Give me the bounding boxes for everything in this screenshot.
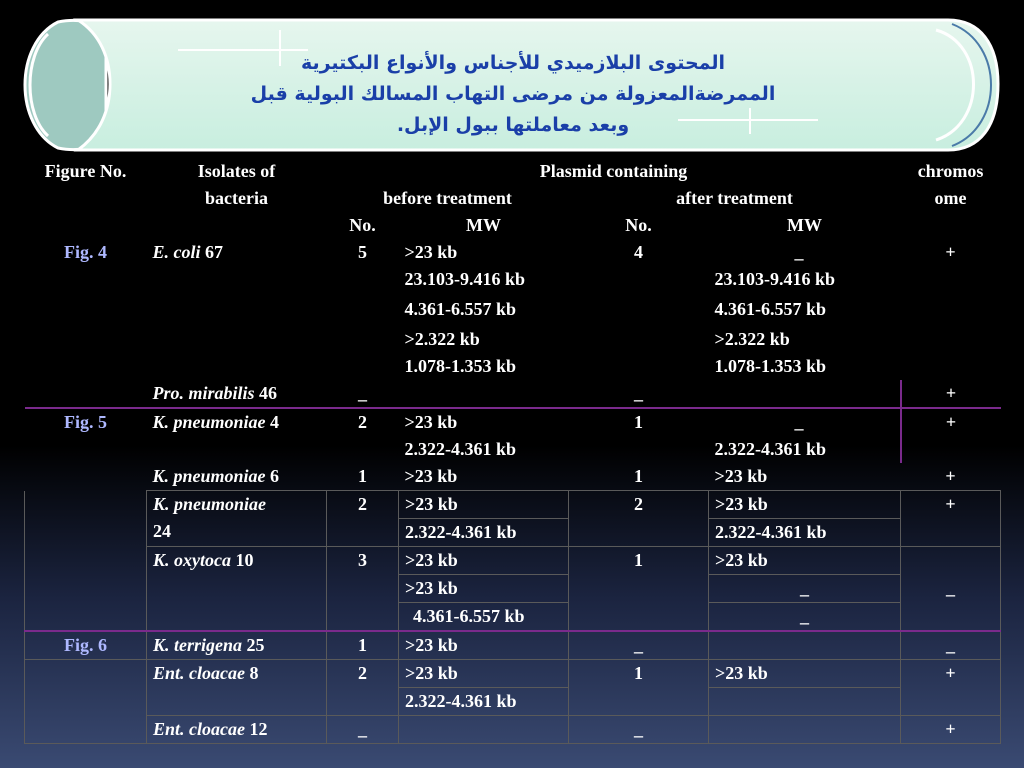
after-mw-cell: _: [709, 575, 901, 603]
after-mw-cell: _ 2.322-4.361 kb: [709, 408, 901, 463]
after-mw-cell: >23 kb: [709, 660, 901, 688]
after-mw-cell: _: [709, 603, 901, 632]
before-no-cell: 2: [327, 491, 399, 547]
before-mw-cell: >23 kb 2.322-4.361 kb: [399, 408, 569, 463]
before-no-cell: 1: [327, 631, 399, 660]
before-mw-cell: >23 kb: [399, 631, 569, 660]
before-mw-cell: 4.361-6.557 kb: [399, 603, 569, 632]
table-row: [25, 380, 1001, 408]
before-no-cell: 2: [327, 660, 399, 716]
after-mw-cell: _ 23.103-9.416 kb 4.361-6.557 kb >2.322 kb 1.078-1.353 kb: [714, 242, 836, 376]
before-mw-cell: >23 kb: [399, 547, 569, 575]
before-no-cell: _: [327, 716, 399, 744]
isolate-cell: K. pneumoniae 4: [147, 408, 327, 463]
after-no-cell: 2: [569, 491, 709, 547]
chromosome-cell: +: [945, 383, 957, 403]
isolate-cell: Ent. cloacae 8: [147, 660, 327, 716]
header-plasmid: Plasmid containing: [539, 161, 688, 181]
isolate-cell: Ent. cloacae 12: [147, 716, 327, 744]
header-chromo-line2: ome: [934, 188, 967, 208]
table-row: [25, 408, 1001, 463]
table-row: [25, 463, 1001, 491]
isolate-cell: Pro. mirabilis 46: [152, 383, 278, 403]
figure-cell: Fig. 4: [64, 242, 107, 262]
after-mw-cell: [709, 380, 901, 408]
after-no-cell: 4: [634, 242, 643, 262]
before-mw-cell: >23 kb 23.103-9.416 kb 4.361-6.557 kb >2.322 kb 1.078-1.353 kb: [404, 242, 526, 376]
before-mw-cell: [399, 716, 569, 744]
isolate-cell: K. oxytoca 10: [147, 547, 327, 632]
before-mw-cell: >23 kb: [399, 491, 569, 519]
before-no-cell: 3: [327, 547, 399, 632]
header-no-after: No.: [625, 215, 652, 235]
table-row: [25, 660, 1001, 688]
after-no-cell: _: [569, 716, 709, 744]
isolate-cell: K. pneumoniae 24: [147, 491, 327, 547]
table-row: [25, 716, 1001, 744]
figure-cell: [25, 380, 147, 408]
isolate-cell: E. coli 67: [152, 242, 223, 262]
figure-cell: [25, 463, 147, 491]
title-banner: [18, 14, 1006, 156]
header-row-1: [25, 158, 1001, 185]
header-isolates: [147, 158, 327, 239]
before-mw-cell: 2.322-4.361 kb: [399, 519, 569, 547]
before-no-cell: 5: [358, 242, 367, 262]
figure-cell: [25, 491, 147, 632]
after-no-cell: _: [634, 383, 643, 403]
title-line-3: وبعد معاملتها ببول الإبل.: [396, 114, 630, 136]
figure-cell: Fig. 5: [25, 408, 147, 463]
chromosome-cell: _: [901, 631, 1001, 660]
after-mw-cell: [709, 716, 901, 744]
header-chromo-line1: chromos: [917, 161, 984, 181]
header-mw-before: MW: [466, 215, 501, 235]
figure-cell: [25, 660, 147, 744]
after-no-cell: 1: [569, 547, 709, 632]
before-mw-cell: >23 kb: [404, 466, 458, 486]
after-mw-cell: 2.322-4.361 kb: [709, 519, 901, 547]
table-row: [25, 631, 1001, 660]
table-row: [25, 491, 1001, 519]
after-mw-cell: [709, 688, 901, 716]
title-line-2: الممرضةالمعزولة من مرضى التهاب المسالك البولية قبل: [250, 83, 776, 105]
after-mw-cell: >23 kb: [714, 466, 768, 486]
after-mw-cell: >23 kb: [709, 491, 901, 519]
before-no-cell: _: [358, 383, 367, 403]
header-before: before treatment: [383, 188, 512, 208]
table-row: [25, 239, 1001, 380]
header-isolates-line1: Isolates of: [197, 161, 276, 181]
header-isolates-line2: bacteria: [205, 188, 268, 208]
chromosome-cell: +: [901, 716, 1001, 744]
isolate-cell: K. terrigena 25: [147, 631, 327, 660]
after-mw-cell: >23 kb: [709, 547, 901, 575]
chromosome-cell: +: [945, 466, 956, 486]
chromosome-cell: +: [901, 491, 1001, 547]
after-mw-cell: [709, 631, 901, 660]
before-no-cell: 1: [358, 466, 367, 486]
chromosome-cell: +: [901, 660, 1001, 716]
before-mw-cell: [399, 380, 569, 408]
before-mw-cell: 2.322-4.361 kb: [399, 688, 569, 716]
before-mw-cell: >23 kb: [399, 660, 569, 688]
chromosome-cell: _: [901, 547, 1001, 632]
after-no-cell: _: [569, 631, 709, 660]
plasmid-table: [24, 158, 1001, 744]
after-no-cell: 1: [569, 660, 709, 716]
after-no-cell: 1: [634, 466, 643, 486]
before-mw-cell: >23 kb: [399, 575, 569, 603]
isolate-cell: K. pneumoniae 6: [152, 466, 280, 486]
after-no-cell: 1: [569, 408, 709, 463]
header-after: after treatment: [676, 188, 793, 208]
header-figure-no: Figure No.: [44, 161, 127, 181]
figure-cell: Fig. 6: [25, 631, 147, 660]
title-line-1: المحتوى البلازميدي للأجناس والأنواع البكتيرية: [300, 52, 726, 74]
page-title: [168, 48, 858, 141]
header-no-before: No.: [349, 215, 376, 235]
table-row: [25, 547, 1001, 575]
chromosome-cell: +: [901, 408, 1001, 463]
chromosome-cell: +: [945, 242, 956, 262]
before-no-cell: 2: [327, 408, 399, 463]
header-chromosome: [901, 158, 1001, 239]
header-mw-after: MW: [787, 215, 823, 235]
